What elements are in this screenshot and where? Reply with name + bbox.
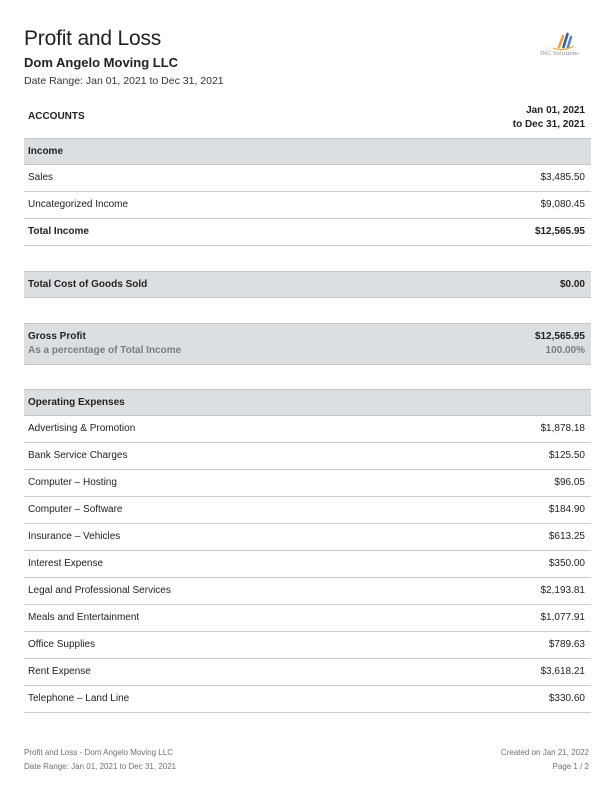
account-label: Computer – Hosting [28, 477, 117, 488]
table-row [24, 470, 591, 497]
account-amount: $3,618.21 [540, 666, 585, 677]
table-row [24, 165, 591, 192]
footer-page-number: Page 1 / 2 [552, 762, 589, 771]
total-label: Total Income [28, 226, 89, 237]
accounts-column-header: ACCOUNTS [28, 111, 85, 122]
section-label: Operating Expenses [28, 397, 125, 408]
account-amount: $3,485.50 [540, 172, 585, 183]
account-amount: $2,193.81 [540, 585, 585, 596]
account-label: Uncategorized Income [28, 199, 129, 210]
gross-profit-percent-value: 100.00% [545, 345, 585, 356]
company-name: Dom Angelo Moving LLC [24, 55, 179, 70]
account-amount: $9,080.45 [540, 199, 585, 210]
company-logo [537, 31, 589, 61]
gross-profit-amount: $12,565.95 [534, 331, 585, 342]
footer-created-on: Created on Jan 21, 2022 [500, 748, 589, 757]
account-label: Computer – Software [28, 504, 123, 515]
account-label: Bank Service Charges [28, 450, 128, 461]
period-end: to Dec 31, 2021 [512, 119, 585, 130]
account-amount: $184.90 [548, 504, 585, 515]
table-row [24, 416, 591, 443]
column-header [24, 100, 591, 138]
footer-report-name: Profit and Loss - Dom Angelo Moving LLC [24, 748, 173, 757]
total-cogs-row [24, 271, 591, 298]
table-row [24, 443, 591, 470]
total-income-row [24, 219, 591, 246]
account-amount: $1,077.91 [540, 612, 585, 623]
account-amount: $1,878.18 [540, 423, 585, 434]
account-label: Meals and Entertainment [28, 612, 140, 623]
gross-profit-percent-label: As a percentage of Total Income [28, 345, 182, 356]
section-label: Income [28, 146, 64, 157]
total-amount: $0.00 [559, 279, 585, 290]
period-column-header [513, 104, 585, 132]
period-start: Jan 01, 2021 [526, 105, 585, 116]
report-title: Profit and Loss [24, 27, 162, 50]
footer-left [24, 746, 176, 774]
table-row [24, 659, 591, 686]
account-amount: $330.60 [548, 693, 585, 704]
income-section-header [24, 138, 591, 165]
table-row [24, 632, 591, 659]
table-row [24, 524, 591, 551]
account-label: Sales [28, 172, 54, 183]
table-row [24, 686, 591, 713]
gross-profit-label: Gross Profit [28, 331, 86, 342]
account-amount: $789.63 [548, 639, 585, 650]
footer-right [501, 746, 589, 774]
logo-text: INC Solutions [540, 51, 579, 57]
account-amount: $350.00 [548, 558, 585, 569]
report-date-range: Date Range: Jan 01, 2021 to Dec 31, 2021 [24, 75, 224, 87]
gross-profit-row [24, 323, 591, 365]
table-row [24, 497, 591, 524]
table-row [24, 551, 591, 578]
footer-date-range: Date Range: Jan 01, 2021 to Dec 31, 2021 [24, 762, 177, 771]
account-amount: $613.25 [548, 531, 585, 542]
account-label: Telephone – Land Line [28, 693, 130, 704]
account-amount: $96.05 [554, 477, 585, 488]
table-row [24, 192, 591, 219]
operating-expenses-section-header [24, 389, 591, 416]
table-row [24, 578, 591, 605]
account-label: Advertising & Promotion [28, 423, 136, 434]
account-label: Legal and Professional Services [28, 585, 171, 596]
total-label: Total Cost of Goods Sold [28, 279, 148, 290]
account-label: Insurance – Vehicles [28, 531, 121, 542]
total-amount: $12,565.95 [534, 226, 585, 237]
account-amount: $125.50 [548, 450, 585, 461]
table-row [24, 605, 591, 632]
account-label: Office Supplies [28, 639, 96, 650]
account-label: Interest Expense [28, 558, 104, 569]
account-label: Rent Expense [28, 666, 91, 677]
